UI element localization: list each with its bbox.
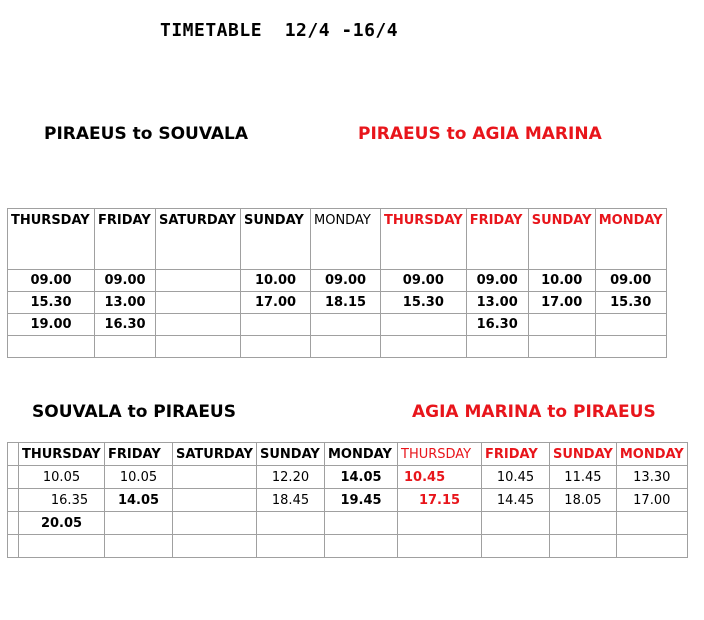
table-cell: 17.15	[398, 489, 482, 512]
section2-right-heading: AGIA MARINA to PIRAEUS	[412, 402, 656, 422]
table-cell: 13.00	[95, 292, 156, 314]
table-cell: 09.00	[596, 270, 667, 292]
table-cell	[173, 466, 257, 489]
table-cell: 15.30	[596, 292, 667, 314]
table-row	[8, 270, 667, 292]
table-cell: 10.05	[105, 466, 173, 489]
table-cell: 17.00	[617, 489, 688, 512]
table-cell: 15.30	[381, 292, 467, 314]
table-cell: 11.45	[550, 466, 617, 489]
column-header: SUNDAY	[241, 209, 311, 270]
table-cell: 09.00	[311, 270, 381, 292]
column-header: SATURDAY	[173, 443, 257, 466]
table-cell: 18.15	[311, 292, 381, 314]
table-cell	[550, 535, 617, 558]
table-row	[8, 466, 688, 489]
table-header-row	[8, 209, 667, 270]
table-row	[8, 512, 688, 535]
table-cell	[173, 512, 257, 535]
column-header: FRIDAY	[482, 443, 550, 466]
table-cell	[105, 535, 173, 558]
column-header: SUNDAY	[257, 443, 325, 466]
column-header: FRIDAY	[105, 443, 173, 466]
table-cell	[19, 535, 105, 558]
table-cell	[311, 336, 381, 358]
column-header: SUNDAY	[529, 209, 596, 270]
table-cell: 16.35	[19, 489, 105, 512]
table-cell: 13.00	[467, 292, 529, 314]
table-cell	[257, 512, 325, 535]
timetable-return	[7, 442, 688, 558]
table-cell	[398, 535, 482, 558]
table-cell: 19.45	[325, 489, 398, 512]
table-cell	[617, 512, 688, 535]
table-cell: 10.00	[241, 270, 311, 292]
table-cell: 10.00	[529, 270, 596, 292]
table-cell: 17.00	[529, 292, 596, 314]
table-cell	[156, 336, 241, 358]
table-cell	[617, 535, 688, 558]
table-cell	[381, 314, 467, 336]
table-cell	[8, 489, 19, 512]
table-cell	[241, 336, 311, 358]
table-cell	[596, 314, 667, 336]
column-header: MONDAY	[325, 443, 398, 466]
table-cell: 15.30	[8, 292, 95, 314]
column-header: MONDAY	[617, 443, 688, 466]
table-cell	[467, 336, 529, 358]
column-header: THURSDAY	[381, 209, 467, 270]
column-header: THURSDAY	[19, 443, 105, 466]
table-cell	[105, 512, 173, 535]
column-header: MONDAY	[311, 209, 381, 270]
column-header: THURSDAY	[8, 209, 95, 270]
table-cell: 14.45	[482, 489, 550, 512]
table-cell	[8, 443, 19, 466]
table-cell: 09.00	[467, 270, 529, 292]
table-cell	[398, 512, 482, 535]
column-header: FRIDAY	[467, 209, 529, 270]
table-row	[8, 535, 688, 558]
table-cell: 10.45	[398, 466, 482, 489]
table-cell	[257, 535, 325, 558]
table-cell: 13.30	[617, 466, 688, 489]
table-cell: 14.05	[105, 489, 173, 512]
table-row	[8, 292, 667, 314]
table-cell	[156, 270, 241, 292]
table-cell	[173, 535, 257, 558]
table-cell	[550, 512, 617, 535]
timetable-outbound	[7, 208, 667, 358]
table-cell	[529, 314, 596, 336]
table-cell	[8, 466, 19, 489]
table-cell: 14.05	[325, 466, 398, 489]
table-cell	[173, 489, 257, 512]
table-cell	[156, 292, 241, 314]
table-cell: 16.30	[467, 314, 529, 336]
table-cell: 18.45	[257, 489, 325, 512]
table-cell	[8, 512, 19, 535]
table-cell	[8, 535, 19, 558]
column-header: MONDAY	[596, 209, 667, 270]
page-title: TIMETABLE 12/4 -16/4	[160, 20, 399, 41]
table-cell: 10.45	[482, 466, 550, 489]
table-cell	[325, 512, 398, 535]
table-cell	[311, 314, 381, 336]
table-cell: 10.05	[19, 466, 105, 489]
column-header: SUNDAY	[550, 443, 617, 466]
table-cell	[156, 314, 241, 336]
section1-left-heading: PIRAEUS to SOUVALA	[44, 124, 248, 144]
table-cell: 09.00	[381, 270, 467, 292]
section1-right-heading: PIRAEUS to AGIA MARINA	[358, 124, 602, 144]
table-cell	[241, 314, 311, 336]
table-cell: 18.05	[550, 489, 617, 512]
table-cell	[325, 535, 398, 558]
table-cell: 17.00	[241, 292, 311, 314]
column-header: THURSDAY	[398, 443, 482, 466]
table-cell	[95, 336, 156, 358]
column-header: SATURDAY	[156, 209, 241, 270]
table-cell	[529, 336, 596, 358]
section2-left-heading: SOUVALA to PIRAEUS	[32, 402, 236, 422]
table-cell: 19.00	[8, 314, 95, 336]
table-row	[8, 336, 667, 358]
table-cell: 20.05	[19, 512, 105, 535]
table-row	[8, 489, 688, 512]
table-row	[8, 314, 667, 336]
table-header-row	[8, 443, 688, 466]
table-cell: 12.20	[257, 466, 325, 489]
table-cell	[482, 512, 550, 535]
table-cell: 09.00	[95, 270, 156, 292]
table-cell: 09.00	[8, 270, 95, 292]
table-cell: 16.30	[95, 314, 156, 336]
column-header: FRIDAY	[95, 209, 156, 270]
table-cell	[596, 336, 667, 358]
table-cell	[8, 336, 95, 358]
table-cell	[381, 336, 467, 358]
table-cell	[482, 535, 550, 558]
